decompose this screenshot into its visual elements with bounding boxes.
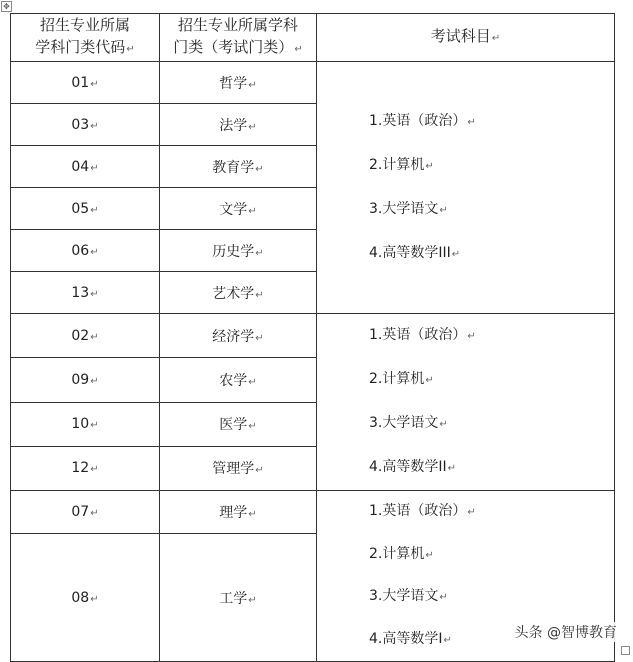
category-cell: 管理学↵ [160,446,317,490]
watermark: 头条 @智博教育 [513,622,619,642]
code-cell: 05↵ [11,188,160,230]
subject-item: 1.英语（政治）↵ [369,327,476,343]
table-row [11,491,615,534]
subject-item: 2.计算机↵ [369,371,434,387]
header-subjects: 考试科目↵ [317,14,615,62]
subject-item: 4.高等数学III↵ [369,244,461,261]
code-cell: 13↵ [11,272,160,314]
code-cell: 07↵ [11,491,160,534]
code-cell: 08↵ [11,534,160,662]
code-cell: 03↵ [11,104,160,146]
code-cell: 10↵ [11,402,160,446]
subject-item: 2.计算机↵ [369,545,434,562]
table-row [11,314,615,358]
code-cell: 02↵ [11,314,160,358]
subject-item: 4.高等数学I↵ [369,630,452,647]
table-resize-handle[interactable] [621,646,630,655]
subject-item: 1.英语（政治）↵ [369,112,476,129]
category-cell: 医学↵ [160,402,317,446]
subject-item: 3.大学语文↵ [369,588,448,604]
category-cell: 哲学↵ [160,62,317,104]
header-code: 招生专业所属 学科门类代码↵ [11,14,160,62]
category-cell: 教育学↵ [160,146,317,188]
exam-subjects-table [10,13,615,662]
table-move-handle[interactable]: ✥ [1,1,12,12]
table-row [11,62,615,104]
category-cell: 理学↵ [160,491,317,534]
category-cell: 法学↵ [160,104,317,146]
category-cell: 历史学↵ [160,230,317,272]
subject-item: 4.高等数学II↵ [369,459,457,475]
subjects-cell [317,314,615,491]
code-cell: 04↵ [11,146,160,188]
code-cell: 06↵ [11,230,160,272]
subject-item: 3.大学语文↵ [369,415,448,431]
category-cell: 文学↵ [160,188,317,230]
category-cell: 艺术学↵ [160,272,317,314]
category-cell: 经济学↵ [160,314,317,358]
code-cell: 12↵ [11,446,160,490]
subject-item: 3.大学语文↵ [369,200,448,217]
header-row [11,14,615,62]
category-cell: 工学↵ [160,534,317,662]
header-category: 招生专业所属学科 门类（考试门类）↵ [160,14,317,62]
subject-item: 1.英语（政治）↵ [369,503,476,519]
subject-item: 2.计算机↵ [369,156,434,173]
code-cell: 09↵ [11,358,160,402]
subjects-cell [317,62,615,314]
code-cell: 01↵ [11,62,160,104]
category-cell: 农学↵ [160,358,317,402]
